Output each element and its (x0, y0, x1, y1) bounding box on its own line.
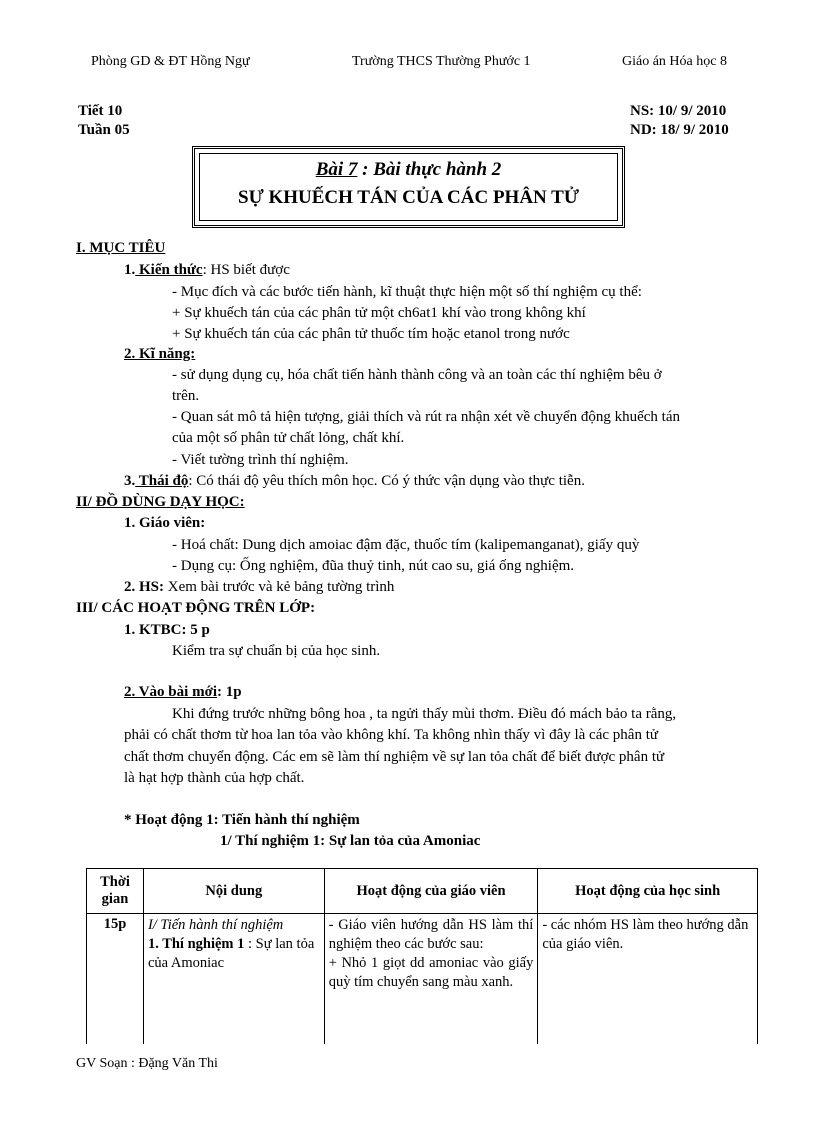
cell-teacher-activity (324, 914, 538, 1045)
skill-item: - sử dụng dụng cụ, hóa chất tiến hành thành công và an toàn các thí nghiệm bêu ở (172, 367, 662, 383)
lesson-title: SỰ KHUẾCH TÁN CỦA CÁC PHÂN TỬ (238, 187, 579, 208)
intro-paragraph-line: phải có chất thơm từ hoa lan tỏa vào không khí. Ta không nhìn thấy vì đây là các phân tử (124, 727, 658, 743)
content-title: I/ Tiến hành thí nghiệm (147, 917, 284, 933)
cell-time: 15p (87, 914, 144, 1045)
attitude-line: 3. Thái độ: Có thái độ yêu thích môn học. Có ý thức vận dụng vào thực tiễn. (124, 473, 585, 489)
teach-date: ND: 18/ 9/ 2010 (630, 122, 729, 138)
table-header-row (87, 869, 758, 914)
intro-paragraph-line: là hạt hợp thành của hợp chất. (124, 770, 305, 786)
teacher-material-item: - Hoá chất: Dung dịch amoiac đậm đặc, thuốc tím (kalipemanganat), giấy quỳ (172, 537, 640, 553)
lesson-week: Tuần 05 (78, 122, 130, 138)
knowledge-line: 1. Kiến thức: HS biết được (124, 262, 290, 278)
knowledge-item: + Sự khuếch tán của các phân tử một ch6at1 khí vào trong không khí (172, 305, 586, 321)
col-header-student: Hoạt động của học sinh (538, 869, 758, 914)
intro-heading: 2. Vào bài mới: 1p (124, 684, 242, 700)
cell-content (143, 914, 324, 1045)
knowledge-item: - Mục đích và các bước tiến hành, kĩ thuật thực hiện một số thí nghiệm cụ thể: (172, 284, 642, 300)
skill-item: - Viết tường trình thí nghiệm. (172, 452, 349, 468)
lesson-period: Tiết 10 (78, 103, 123, 119)
col-header-teacher: Hoạt động của giáo viên (324, 869, 538, 914)
col-header-time: Thời gian (87, 869, 144, 914)
section-objectives-heading: I. MỤC TIÊU (76, 240, 166, 256)
skill-item: của một số phân tử chất lỏng, chất khí. (172, 430, 405, 446)
knowledge-item: + Sự khuếch tán của các phân tử thuốc tím hoặc etanol trong nước (172, 326, 570, 342)
header-subject: Giáo án Hóa học 8 (622, 54, 727, 69)
prep-date: NS: 10/ 9/ 2010 (630, 103, 727, 119)
content-experiment-text: : Sự lan tỏa của Amoniac (147, 936, 315, 971)
teacher-material-item: - Dụng cụ: Ống nghiệm, đũa thuỷ tinh, nút cao su, giá ống nghiệm. (172, 558, 575, 574)
teacher-materials-heading: 1. Giáo viên: (124, 515, 206, 531)
student-materials-line: 2. HS: Xem bài trước và kẻ bảng tường trình (124, 579, 395, 595)
section-activities-heading: III/ CÁC HOẠT ĐỘNG TRÊN LỚP: (76, 600, 316, 616)
teacher-step: - Giáo viên hướng dẫn HS làm thí nghiệm theo các bước sau: (328, 917, 534, 952)
skill-heading: 2. Kĩ năng: (124, 346, 196, 362)
ktbc-heading: 1. KTBC: 5 p (124, 622, 210, 638)
lesson-subtitle: Bài 7 : Bài thực hành 2 (315, 159, 502, 180)
footer-author: GV Soạn : Đặng Văn Thi (76, 1056, 218, 1071)
experiment-heading: 1/ Thí nghiệm 1: Sự lan tỏa của Amoniac (220, 833, 481, 849)
header-school-name: Trường THCS Thường Phước 1 (352, 54, 531, 69)
teacher-step: + Nhỏ 1 giọt dd amoniac vào giấy quỳ tím chuyển sang màu xanh. (328, 955, 534, 990)
intro-paragraph-line: chất thơm chuyển động. Các em sẽ làm thí nghiệm về sự lan tỏa chất để biết được phân tử (124, 749, 665, 765)
activity-heading: * Hoạt động 1: Tiến hành thí nghiệm (124, 812, 360, 828)
intro-paragraph-line: Khi đứng trước những bông hoa , ta ngửi thấy mùi thơm. Điều đó mách bảo ta rằng, (172, 706, 677, 722)
section-materials-heading: II/ ĐỒ DÙNG DẠY HỌC: (76, 494, 245, 510)
header-school-dept: Phòng GD & ĐT Hồng Ngự (91, 54, 250, 69)
cell-student-activity (538, 914, 758, 1045)
student-step: - các nhóm HS làm theo hướng dẫn của giáo viên. (542, 917, 749, 952)
table-row (87, 914, 758, 1045)
skill-item: - Quan sát mô tả hiện tượng, giải thích và rút ra nhận xét về chuyển động khuếch tán (172, 409, 681, 425)
ktbc-text: Kiểm tra sự chuẩn bị của học sinh. (172, 643, 381, 659)
col-header-content: Nội dung (143, 869, 324, 914)
content-experiment-label: 1. Thí nghiệm 1 (147, 936, 245, 952)
skill-item: trên. (172, 388, 200, 404)
lesson-plan-table (86, 868, 758, 1044)
